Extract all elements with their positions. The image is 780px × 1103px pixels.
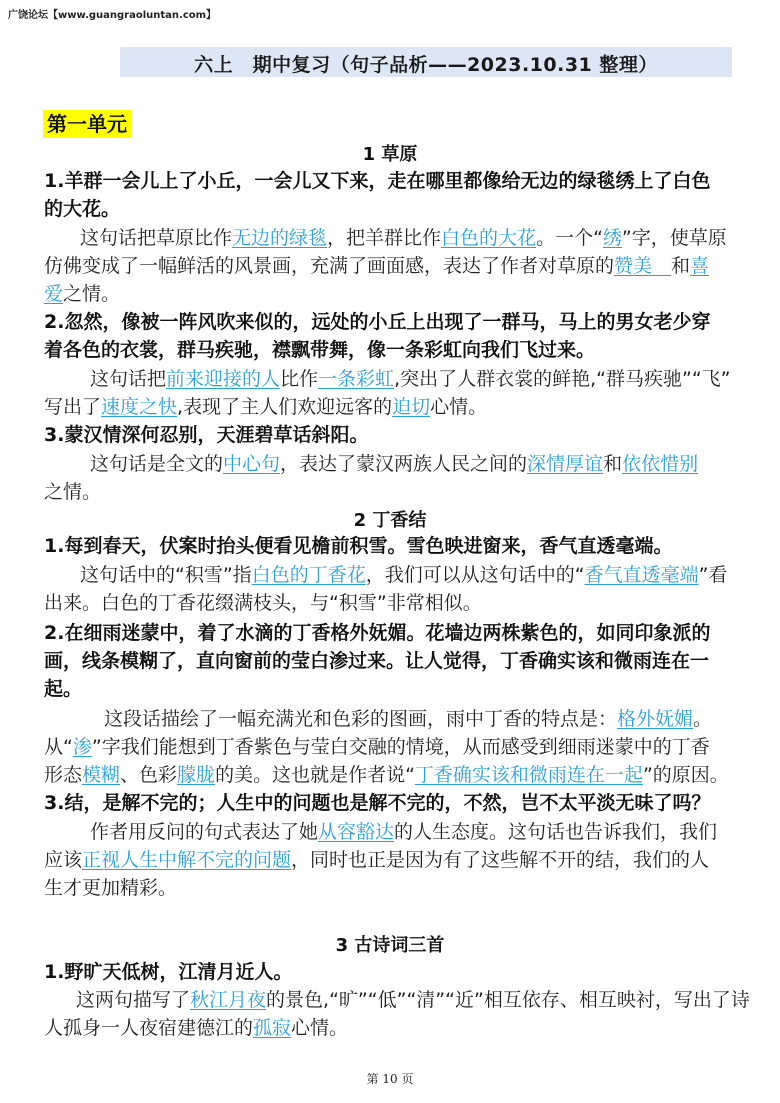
- answer-blank: 从容豁达: [318, 821, 395, 843]
- question-5-line-2: 画，线条模糊了，直向窗前的莹白渗过来。让人觉得，丁香确实该和微雨连在一: [44, 650, 710, 672]
- answer-blank: 无边的绿毯: [232, 227, 328, 249]
- answer-blank: 绣: [602, 227, 622, 249]
- forum-header: 广饶论坛【www.guangraoluntan.com】: [8, 10, 217, 21]
- answer-text: 作者用反问的句式表达了她: [90, 821, 319, 843]
- answer-5-line-1: [104, 706, 712, 732]
- answer-blank: 正视人生中解不完的问题: [82, 849, 292, 871]
- answer-blank: 白色的大花: [441, 227, 537, 249]
- answer-text: 这段话描绘了一幅充满光和色彩的图画，雨中丁香的特点是：: [104, 708, 618, 730]
- answer-text: ，把羊群比作: [327, 227, 442, 249]
- answer-6-line-1: [90, 819, 717, 845]
- answer-text: 形态: [44, 764, 83, 786]
- answer-blank: 丁香确实该和微雨连在一起: [414, 764, 643, 786]
- answer-text: 。: [693, 708, 713, 730]
- answer-4-line-1: [80, 562, 727, 588]
- answer-text: 仿佛变成了一幅鲜活的风景画，充满了画面感，表达了作者对草原的: [44, 255, 615, 277]
- question-5-line-3: 起。: [44, 678, 83, 700]
- answer-text: 从“: [44, 736, 73, 758]
- answer-blank: 孤寂: [253, 1017, 292, 1039]
- answer-text: 的美。这也就是作者说“: [215, 764, 415, 786]
- question-1-line-1: 1.羊群一会儿上了小丘，一会儿又下来，走在哪里都像给无边的绿毯绣上了白色: [44, 170, 711, 192]
- answer-text: ”字，使草原: [621, 227, 727, 249]
- answer-text: 的人生态度。这句话也告诉我们，我们: [394, 821, 718, 843]
- question-3: 3.蒙汉情深何忍别，天涯碧草话斜阳。: [44, 424, 369, 446]
- answer-6-line-3: 生才更加精彩。: [44, 877, 178, 899]
- answer-text: ,突出了人群衣裳的鲜艳,“群马疾驰”“飞”: [394, 368, 731, 390]
- answer-text: 心情。: [291, 1017, 349, 1039]
- answer-text: ，同时也正是因为有了这些解不开的结，我们的人: [291, 849, 710, 871]
- answer-2-line-2: [44, 394, 487, 420]
- answer-blank: 赞美: [614, 255, 672, 277]
- answer-text: 的景色,“旷”“低”“清”“近”相互依存、相互映衬，写出了诗: [266, 989, 750, 1011]
- answer-7-line-1: [76, 987, 750, 1013]
- answer-blank: 速度之快: [101, 396, 178, 418]
- answer-text: ”看: [698, 564, 728, 586]
- unit-label: 第一单元: [43, 110, 131, 138]
- answer-3-line-1: [90, 451, 698, 477]
- answer-blank: 白色的丁香花: [251, 564, 366, 586]
- answer-5-line-2: [44, 734, 710, 760]
- question-5-line-1: 2.在细雨迷蒙中，着了水滴的丁香格外妩媚。花墙边两株紫色的，如同印象派的: [44, 622, 711, 644]
- answer-blank: 渗: [72, 736, 92, 758]
- answer-blank: 香气直透毫端: [584, 564, 699, 586]
- answer-text: 比作: [280, 368, 319, 390]
- answer-text: 心情。: [430, 396, 488, 418]
- answer-blank: 深情厚谊: [527, 453, 604, 475]
- answer-text: 这句话把: [90, 368, 167, 390]
- answer-text: 这句话中的“积雪”指: [80, 564, 252, 586]
- answer-text: ,表现了主人们欢迎远客的: [177, 396, 393, 418]
- answer-blank: 中心句: [223, 453, 281, 475]
- answer-6-line-2: [44, 847, 709, 873]
- answer-text: 和: [603, 453, 623, 475]
- answer-blank: 秋江月夜: [190, 989, 267, 1011]
- answer-blank: 前来迎接的人: [166, 368, 281, 390]
- lesson-heading-2: 2 丁香结: [353, 510, 427, 531]
- answer-text: 和: [671, 255, 691, 277]
- question-7: 1.野旷天低树，江清月近人。: [44, 961, 293, 983]
- question-2-line-1: 2.忽然，像被一阵风吹来似的，远处的小丘上出现了一群马，马上的男女老少穿: [44, 311, 711, 333]
- answer-4-line-2: 出来。白色的丁香花缀满枝头，与“积雪”非常相似。: [44, 592, 482, 614]
- answer-blank: 依依惜别: [622, 453, 699, 475]
- answer-1-line-2: [44, 253, 709, 279]
- question-2-line-2: 着各色的衣裳，群马疾驰，襟飘带舞，像一条彩虹向我们飞过来。: [44, 339, 596, 361]
- answer-text: 写出了: [44, 396, 102, 418]
- answer-text: 这句话是全文的: [90, 453, 224, 475]
- answer-text: ，我们可以从这句话中的“: [365, 564, 585, 586]
- answer-1-line-1: [80, 225, 727, 251]
- answer-text: 这两句描写了: [76, 989, 191, 1011]
- question-1-line-2: 的大花。: [44, 198, 121, 220]
- answer-text: 人孤身一人夜宿建德江的: [44, 1017, 254, 1039]
- question-4: 1.每到春天，伏案时抬头便看见檐前积雪。雪色映进窗来，香气直透毫端。: [44, 535, 673, 557]
- answer-blank: 格外妩媚: [617, 708, 694, 730]
- answer-blank: 喜: [690, 255, 710, 277]
- answer-blank: 爱: [44, 283, 64, 305]
- answer-1-line-3: [44, 281, 120, 307]
- answer-text: 、色彩: [120, 764, 178, 786]
- answer-2-line-1: [90, 366, 731, 392]
- answer-text: 。一个“: [536, 227, 603, 249]
- answer-blank: 一条彩虹: [318, 368, 395, 390]
- answer-text: ”的原因。: [642, 764, 729, 786]
- answer-blank: 迫切: [392, 396, 431, 418]
- answer-text: 应该: [44, 849, 83, 871]
- answer-text: ，表达了蒙汉两族人民之间的: [280, 453, 528, 475]
- page-number: 第 10 页: [366, 1072, 414, 1086]
- lesson-heading-1: 1 草原: [362, 144, 418, 165]
- answer-blank: 模糊: [82, 764, 121, 786]
- answer-5-line-3: [44, 762, 729, 788]
- page-title: 六上 期中复习（句子品析——2023.10.31 整理）: [194, 54, 658, 76]
- answer-blank: 朦胧: [177, 764, 216, 786]
- answer-text: ”字我们能想到丁香紫色与莹白交融的情境，从而感受到细雨迷蒙中的丁香: [91, 736, 710, 758]
- answer-7-line-2: [44, 1015, 348, 1041]
- question-6: 3.结，是解不完的；人生中的问题也是解不完的，不然，岂不太平淡无味了吗？: [44, 792, 711, 814]
- answer-3-line-2: 之情。: [44, 481, 102, 503]
- lesson-heading-3: 3 古诗词三首: [335, 935, 445, 956]
- answer-text: 这句话把草原比作: [80, 227, 233, 249]
- answer-text: 之情。: [63, 283, 121, 305]
